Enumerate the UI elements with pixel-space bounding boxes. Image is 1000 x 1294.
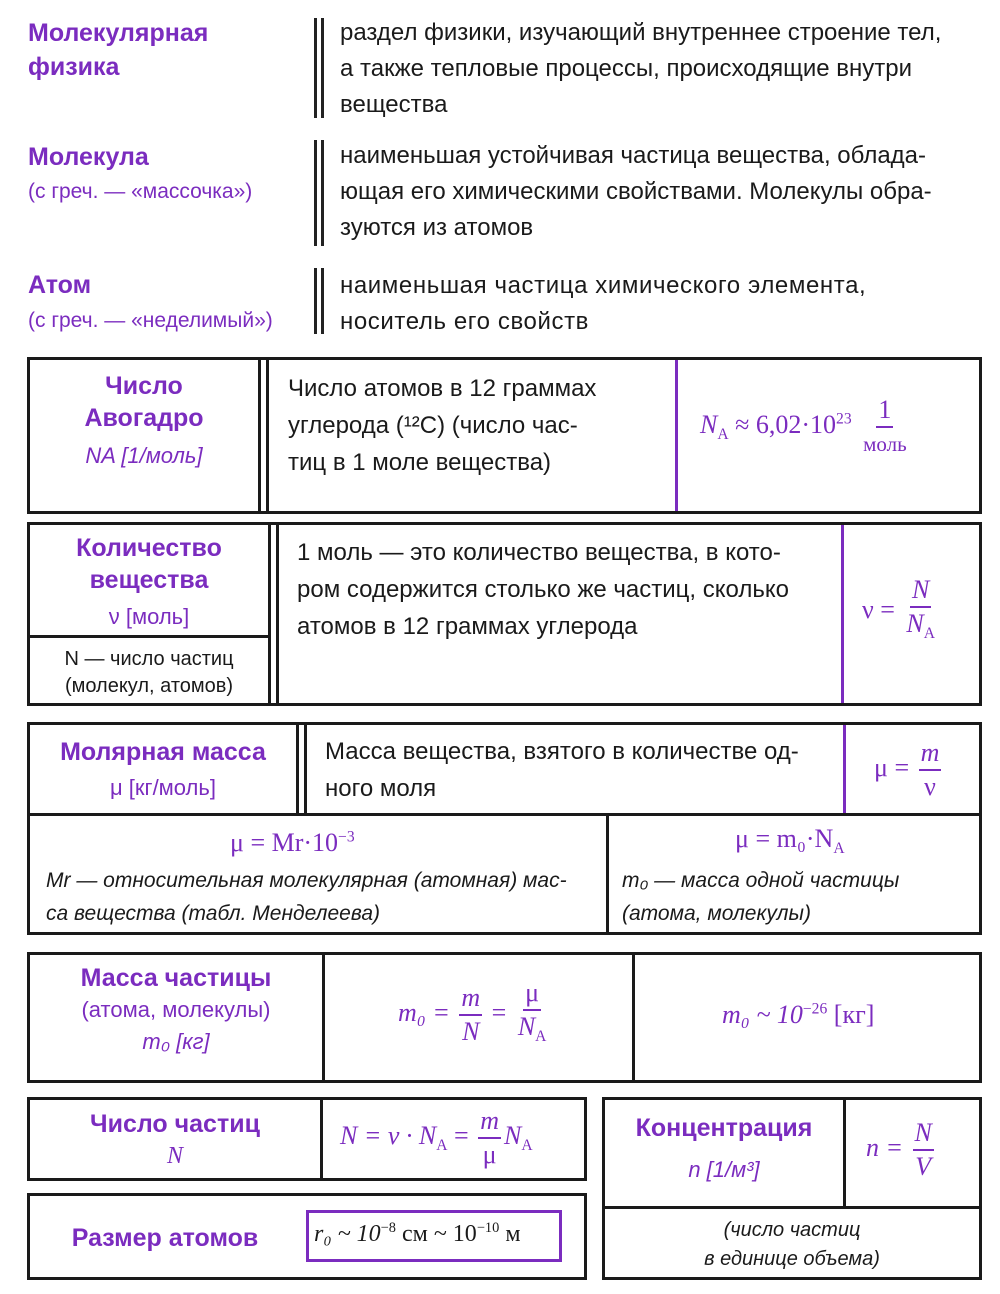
molar-mass-title: Молярная масса	[60, 738, 266, 766]
avogadro-title-cell: Число Авогадро NA [1/моль]	[30, 370, 258, 472]
amount-title-cell: Количество вещества ν [моль]	[30, 532, 268, 633]
molar-mass-right-formula: $\mu = m_0\cdot N_A$	[735, 824, 845, 858]
avogadro-unit: NA [1/моль]	[85, 443, 203, 468]
molar-mass-description: Масса вещества, взятого в количестве од- ного моля	[325, 738, 799, 802]
particle-count-formula: $N = \nu \cdot N_A$ = $\frac{m}{\mu}$ $N_A$	[340, 1106, 533, 1169]
particle-count-title-cell	[30, 1108, 320, 1172]
particle-mass-unit: m₀ [кг]	[142, 1029, 210, 1054]
concentration-title-cell	[605, 1112, 843, 1186]
particle-mass-order: m₀ ~ $10^{-26}$ [кг]	[722, 1000, 875, 1029]
amount-note: N — число частиц (молекул, атомов)	[64, 648, 234, 697]
definition-text: раздел физики, изучающий внутреннее строение тел, а также тепловые процессы, происходящие внутри вещества	[340, 19, 942, 118]
amount-title: Количество	[76, 534, 222, 562]
molar-mass-right-note: m₀ — масса одной частицы (атома, молекулы)	[622, 869, 900, 925]
concentration-title: Концентрация	[635, 1114, 813, 1142]
avogadro-formula: $N_A \approx 6,02\cdot 10^{23}$ $\frac{1}{\text{моль}}$	[700, 395, 907, 456]
atom-size-title: Размер атомов	[71, 1224, 259, 1252]
amount-unit: ν [моль]	[108, 604, 190, 629]
definition-text: наименьшая устойчивая частица вещества, облада- ющая его химическими свойствами. Молекулы обра- зуются из атомов	[340, 142, 932, 241]
particle-mass-title-cell	[30, 962, 322, 1058]
term-title: Молекула	[28, 143, 149, 171]
molar-mass-title-cell	[30, 736, 296, 804]
term-title: Молекулярная физика	[28, 19, 209, 81]
molar-mass-left-formula: $\mu = Mr\cdot 10^{-3}$	[230, 828, 355, 857]
molar-mass-unit: μ [кг/моль]	[110, 775, 216, 800]
particle-mass-formula: m₀ = $\frac{m}{N}$ = $\frac{\mu}{N_A}$	[398, 978, 547, 1047]
avogadro-description: Число атомов в 12 граммах углерода (¹²C) (число час- тиц в 1 моле вещества)	[288, 375, 597, 476]
atom-size-formula: r₀ ~ $10^{-8}$ см ~ $10^{-10}$ м	[314, 1220, 521, 1247]
amount-formula: ν = $\frac{N}{N_A}$	[862, 575, 936, 643]
concentration-note: (число частиц в единице объема)	[704, 1219, 880, 1270]
term-origin: (с греч. — «неделимый»)	[28, 309, 273, 332]
particle-count-title: Число частиц	[90, 1110, 260, 1138]
concentration-unit: n [1/м³]	[688, 1157, 760, 1182]
avogadro-title: Число	[105, 372, 183, 400]
term-origin: (с греч. — «массочка»)	[28, 180, 253, 203]
term-title: Атом	[28, 271, 92, 299]
particle-count-symbol: N	[166, 1143, 183, 1169]
amount-description: 1 моль — это количество вещества, в кото- ром содержится столько же частиц, сколько атомов в 12 граммах углерода	[297, 539, 789, 640]
molar-mass-formula: μ = $\frac{m}{\nu}$	[874, 738, 940, 801]
particle-mass-subtitle: (атома, молекулы)	[81, 997, 271, 1022]
particle-mass-title: Масса частицы	[80, 964, 272, 992]
molar-mass-left-note: Mr — относительная молекулярная (атомная) мас- са вещества (табл. Менделеева)	[46, 869, 567, 925]
concentration-formula: n = $\frac{N}{V}$	[866, 1118, 932, 1181]
definition-text: наименьшая частица химического элемента, носитель его свойств	[340, 272, 867, 335]
